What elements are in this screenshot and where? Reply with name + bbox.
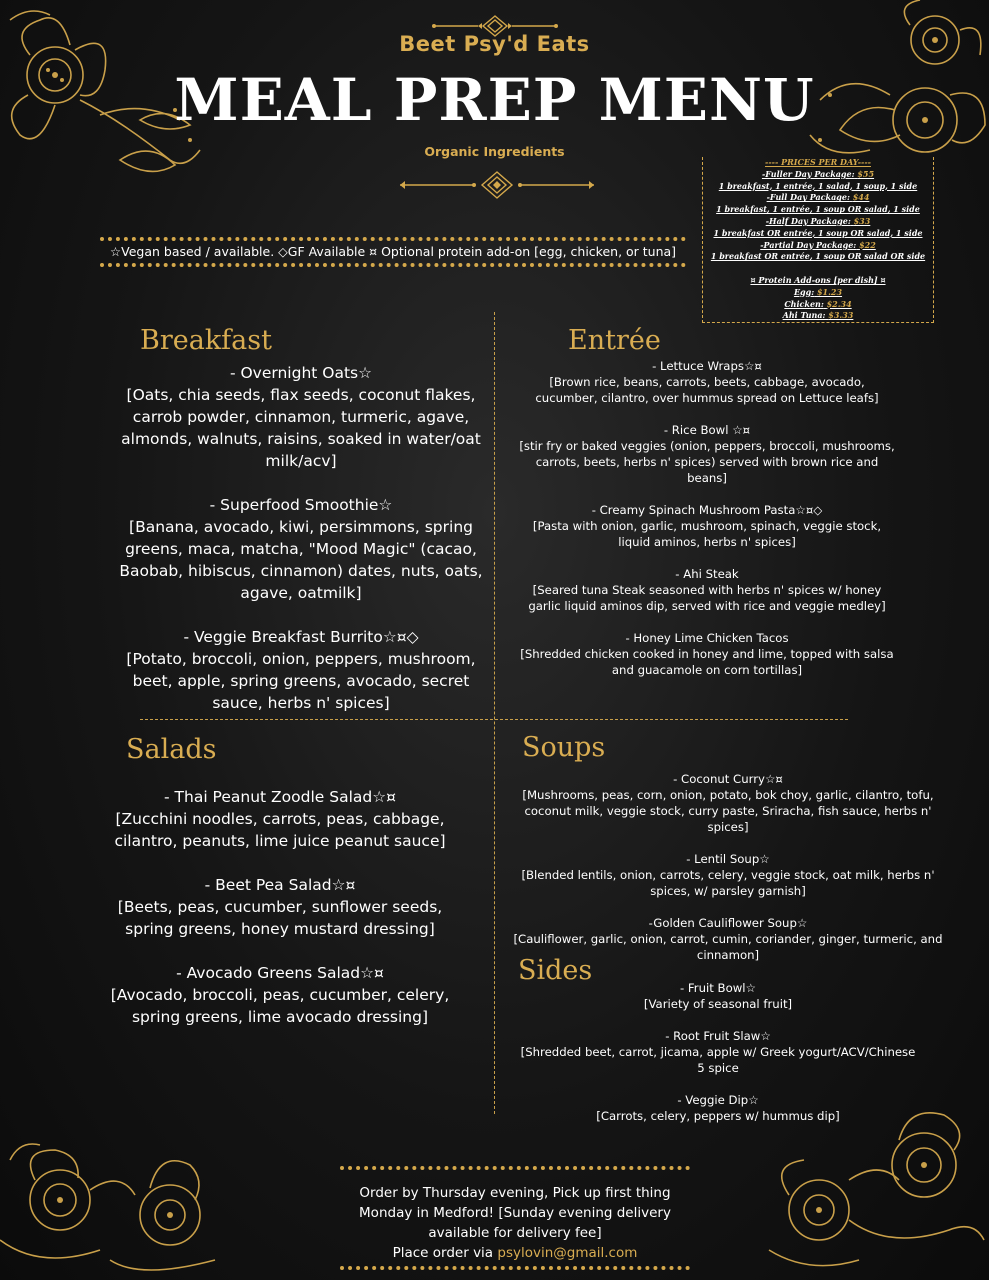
package-price: $44 bbox=[852, 192, 870, 203]
section-title-entree: Entrée bbox=[568, 325, 661, 356]
menu-item-name: - Root Fruit Slaw☆ bbox=[665, 1029, 771, 1043]
menu-item-name: - Honey Lime Chicken Tacos bbox=[625, 631, 789, 645]
menu-item-name: - Avocado Greens Salad☆¤ bbox=[176, 964, 384, 982]
brand-name: Beet Psy'd Eats bbox=[399, 32, 590, 56]
package-desc: 1 breakfast, 1 entrée, 1 salad, 1 soup, 1 side bbox=[718, 180, 918, 191]
menu-item-name: - Thai Peanut Zoodle Salad☆¤ bbox=[164, 788, 396, 806]
package-name: -Full Day Package: bbox=[766, 192, 850, 203]
menu-item-desc: [Seared tuna Steak seasoned with herbs n' spices w/ honey garlic liquid aminos dip, served with rice and veggie medley] bbox=[528, 583, 886, 613]
menu-item-name: - Lettuce Wraps☆¤ bbox=[652, 359, 762, 373]
addon-price: $2.34 bbox=[826, 298, 852, 309]
section-title-sides: Sides bbox=[518, 955, 593, 986]
addon-price: $1.23 bbox=[816, 286, 843, 297]
salads-list bbox=[100, 786, 460, 1050]
addon-line bbox=[703, 299, 933, 311]
menu-item bbox=[118, 626, 484, 714]
addon-line bbox=[703, 287, 933, 299]
addon-name: Ahi Tuna: bbox=[782, 310, 826, 321]
menu-item-desc: [Potato, broccoli, onion, peppers, mushroom, beet, apple, spring greens, avocado, secret sauce, herbs n' spices] bbox=[126, 650, 476, 712]
package-name: -Fuller Day Package: bbox=[761, 168, 855, 179]
vertical-divider bbox=[494, 312, 495, 1114]
menu-item-name: - Coconut Curry☆¤ bbox=[673, 772, 783, 786]
menu-item-desc: [Banana, avocado, kiwi, persimmons, spring greens, maca, matcha, "Mood Magic" (cacao, Baobab, hibiscus, cinnamon) dates, nuts, oats, agave, oatmilk] bbox=[119, 518, 483, 602]
package-line bbox=[703, 216, 933, 228]
addon-name: Egg: bbox=[793, 286, 815, 297]
soups-list bbox=[508, 771, 948, 979]
menu-item-name: - Overnight Oats☆ bbox=[229, 364, 373, 382]
page-title: MEAL PREP MENU bbox=[174, 66, 815, 134]
menu-item bbox=[100, 874, 460, 940]
menu-item-desc: [Avocado, broccoli, peas, cucumber, celery, spring greens, lime avocado dressing] bbox=[110, 986, 450, 1026]
addon-line bbox=[703, 310, 933, 322]
menu-item bbox=[508, 851, 948, 899]
menu-item bbox=[518, 630, 896, 678]
package-price: $22 bbox=[859, 239, 876, 250]
prices-box bbox=[702, 157, 934, 323]
menu-item bbox=[518, 502, 896, 550]
menu-item-desc: [stir fry or baked veggies (onion, peppers, broccoli, mushrooms, carrots, beets, herbs n' spices) served with brown rice and beans] bbox=[519, 439, 895, 485]
menu-item-desc: [Blended lentils, onion, carrots, celery, veggie stock, oat milk, herbs n' spices, w/ parsley garnish] bbox=[521, 868, 935, 898]
menu-item bbox=[518, 566, 896, 614]
section-title-soups: Soups bbox=[522, 732, 606, 763]
menu-item-name: - Fruit Bowl☆ bbox=[679, 981, 756, 995]
package-name: -Partial Day Package: bbox=[760, 239, 857, 250]
menu-item bbox=[518, 980, 918, 1012]
menu-item bbox=[518, 1028, 918, 1076]
dietary-legend: ☆Vegan based / available. ◇GF Available ¤ Optional protein add-on [egg, chicken, or tuna] bbox=[100, 237, 686, 267]
menu-item-desc: [Pasta with onion, garlic, mushroom, spinach, veggie stock, liquid aminos, herbs n' spices] bbox=[532, 519, 882, 549]
menu-item bbox=[100, 786, 460, 852]
menu-item-desc: [Carrots, celery, peppers w/ hummus dip] bbox=[596, 1109, 840, 1123]
package-desc: 1 breakfast OR entrée, 1 soup OR salad OR side bbox=[710, 251, 926, 262]
section-title-breakfast: Breakfast bbox=[140, 325, 272, 356]
menu-item bbox=[518, 422, 896, 486]
order-contact-line bbox=[340, 1243, 690, 1263]
menu-item-desc: [Mushrooms, peas, corn, onion, potato, bok choy, garlic, cilantro, tofu, coconut milk, veggie stock, curry paste, Sriracha, fish sauce, herbs n' spices] bbox=[522, 788, 934, 834]
breakfast-list bbox=[118, 362, 484, 736]
menu-item-name: - Lentil Soup☆ bbox=[686, 852, 770, 866]
package-line bbox=[703, 192, 933, 204]
menu-item-desc: [Brown rice, beans, carrots, beets, cabbage, avocado, cucumber, cilantro, over hummus spread on Lettuce leafs] bbox=[535, 375, 879, 405]
menu-item-desc: [Variety of seasonal fruit] bbox=[643, 997, 793, 1011]
package-price: $33 bbox=[853, 215, 871, 226]
menu-item-name: - Superfood Smoothie☆ bbox=[209, 496, 393, 514]
menu-item bbox=[100, 962, 460, 1028]
package-price: $55 bbox=[857, 168, 875, 179]
package-name: -Half Day Package: bbox=[765, 215, 851, 226]
menu-item bbox=[118, 494, 484, 604]
email-link[interactable]: psylovin@gmail.com bbox=[497, 1245, 638, 1261]
menu-item bbox=[508, 771, 948, 835]
order-prefix: Place order via bbox=[392, 1245, 498, 1261]
addon-name: Chicken: bbox=[784, 298, 824, 309]
subtitle: Organic Ingredients bbox=[424, 144, 565, 159]
package-desc: 1 breakfast OR entrée, 1 soup OR salad, 1 side bbox=[713, 227, 923, 238]
menu-item-desc: [Shredded chicken cooked in honey and lime, topped with salsa and guacamole on corn tortillas] bbox=[520, 647, 894, 677]
menu-item-name: - Ahi Steak bbox=[675, 567, 739, 581]
menu-item-name: - Rice Bowl ☆¤ bbox=[663, 423, 751, 437]
sides-list bbox=[518, 980, 918, 1140]
menu-item-desc: [Oats, chia seeds, flax seeds, coconut flakes, carrob powder, cinnamon, turmeric, agave, almonds, walnuts, raisins, soaked in water/oat milk/acv] bbox=[121, 386, 481, 470]
deco-ornament-middle bbox=[394, 170, 600, 204]
addons-header: ¤ Protein Add-ons [per dish] ¤ bbox=[750, 274, 886, 285]
menu-item bbox=[518, 358, 896, 406]
menu-item-desc: [Cauliflower, garlic, onion, carrot, cumin, coriander, ginger, turmeric, and cinnamon] bbox=[513, 932, 943, 962]
package-line bbox=[703, 240, 933, 252]
entree-list bbox=[518, 358, 896, 694]
menu-item-name: - Veggie Breakfast Burrito☆¤◇ bbox=[183, 628, 419, 646]
menu-item-name: - Veggie Dip☆ bbox=[677, 1093, 759, 1107]
menu-item-name: - Creamy Spinach Mushroom Pasta☆¤◇ bbox=[591, 503, 823, 517]
menu-item-desc: [Shredded beet, carrot, jicama, apple w/ Greek yogurt/ACV/Chinese 5 spice bbox=[520, 1045, 916, 1075]
addon-price: $3.33 bbox=[828, 310, 854, 321]
menu-item-desc: [Zucchini noodles, carrots, peas, cabbage, cilantro, peanuts, lime juice peanut sauce] bbox=[114, 810, 446, 850]
prices-header: ---- PRICES PER DAY---- bbox=[765, 157, 871, 167]
menu-item bbox=[118, 362, 484, 472]
menu-item-name: - Beet Pea Salad☆¤ bbox=[204, 876, 356, 894]
order-instructions: Order by Thursday evening, Pick up first thing Monday in Medford! [Sunday evening delivery available for delivery fee] bbox=[359, 1185, 671, 1241]
order-info-box bbox=[340, 1166, 690, 1270]
package-desc: 1 breakfast, 1 entrée, 1 soup OR salad, 1 side bbox=[716, 204, 920, 215]
menu-item-desc: [Beets, peas, cucumber, sunflower seeds, spring greens, honey mustard dressing] bbox=[117, 898, 443, 938]
menu-item-name: -Golden Cauliflower Soup☆ bbox=[648, 916, 808, 930]
package-line bbox=[703, 169, 933, 181]
floral-ornament-bottom-left bbox=[0, 1120, 240, 1280]
menu-item bbox=[518, 1092, 918, 1124]
section-title-salads: Salads bbox=[126, 734, 217, 765]
